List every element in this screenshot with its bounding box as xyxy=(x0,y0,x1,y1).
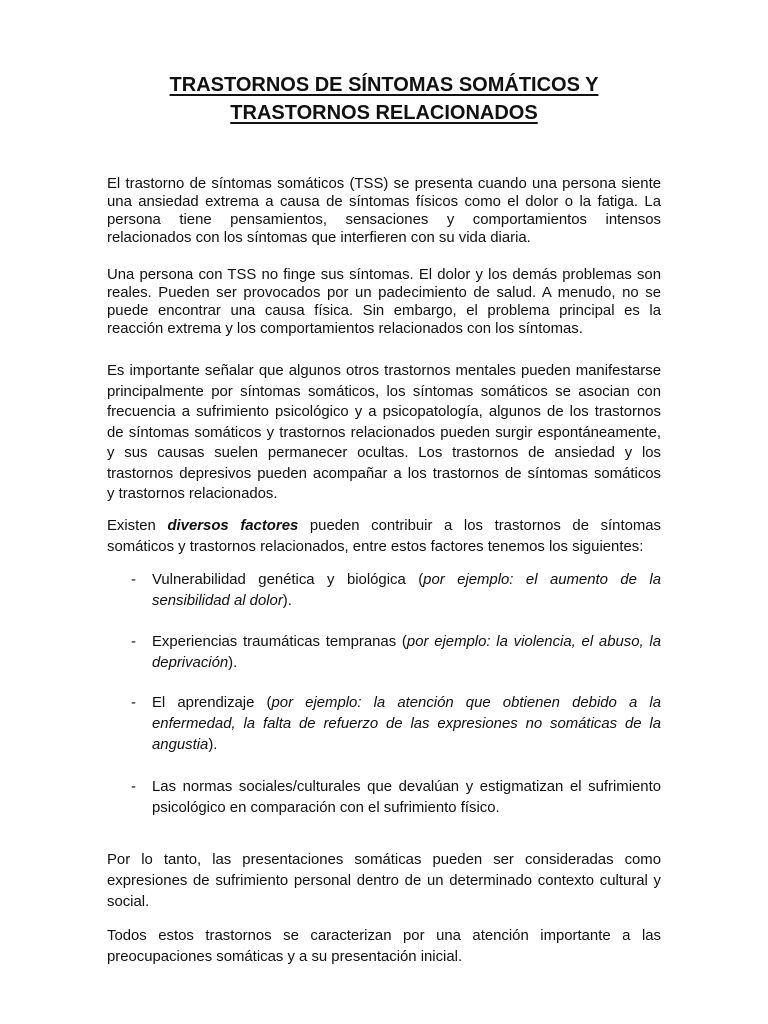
paragraph-line: puede encontrar una causa física. Sin embargo, el problema principal es la xyxy=(107,303,661,319)
paragraph-line: preocupaciones somáticas y a su presentación inicial. xyxy=(107,949,463,965)
paragraph-line xyxy=(107,516,661,537)
list-item-line xyxy=(152,693,661,714)
list-item-line xyxy=(152,714,661,735)
paragraph-line: El trastorno de síntomas somáticos (TSS) se presenta cuando una persona siente xyxy=(107,176,661,192)
italic-example: por ejemplo: el aumento de la xyxy=(423,572,661,588)
paragraph-line: una ansiedad extrema a causa de síntomas físicos como el dolor o la fatiga. La xyxy=(107,194,661,210)
italic-example: por ejemplo: la violencia, el abuso, la xyxy=(406,634,662,650)
list-item-line: Las normas sociales/culturales que devalúan y estigmatizan el sufrimiento xyxy=(152,779,661,795)
paragraph-line: y sus causas suelen permanecer ocultas. Los trastornos de ansiedad y los xyxy=(107,445,661,461)
text-run: Vulnerabilidad genética y biológica ( xyxy=(152,572,424,588)
paragraph-conclusion xyxy=(107,850,661,913)
italic-example: angustia xyxy=(152,737,209,753)
text-run: pueden contribuir a los trastornos de síntomas xyxy=(298,518,661,534)
list-bullet: - xyxy=(131,634,136,650)
list-item-line xyxy=(152,632,661,653)
list-item xyxy=(152,570,661,612)
text-run: ). xyxy=(282,593,292,609)
list-item-line xyxy=(152,570,661,591)
paragraph-line: de síntomas somáticos y trastornos relacionados pueden surgir espontáneamente, xyxy=(107,424,661,441)
paragraph-line: persona tiene pensamientos, sensaciones y comportamientos intensos xyxy=(107,212,661,228)
list-bullet: - xyxy=(131,779,136,795)
document-title xyxy=(0,71,768,127)
list-bullet: - xyxy=(131,695,136,711)
list-item xyxy=(152,693,661,756)
list-item-line xyxy=(152,653,661,674)
text-run: ). xyxy=(208,737,218,753)
paragraph-line: trastornos depresivos pueden acompañar a los trastornos de síntomas somáticos xyxy=(107,465,661,482)
paragraph-line: Es importante señalar que algunos otros trastornos mentales pueden manifestarse xyxy=(107,363,661,379)
italic-example: deprivación xyxy=(152,655,229,671)
document-title-line-1: TRASTORNOS DE SÍNTOMAS SOMÁTICOS Y xyxy=(169,74,599,96)
document-title-line-2: TRASTORNOS RELACIONADOS xyxy=(230,102,538,124)
list-item-line xyxy=(152,591,661,612)
italic-example: sensibilidad al dolor xyxy=(152,593,283,609)
paragraph-line: reales. Pueden ser provocados por un padecimiento de salud. A menudo, no se xyxy=(107,285,661,301)
bold-italic-emphasis: diversos factores xyxy=(167,518,299,534)
text-run: Experiencias traumáticas tempranas ( xyxy=(152,634,407,650)
paragraph-line: reacción extrema y los comportamientos relacionados con los síntomas. xyxy=(107,321,583,337)
paragraph-line: somáticos y trastornos relacionados, entre estos factores tenemos los siguientes: xyxy=(107,539,644,555)
text-run: El aprendizaje ( xyxy=(152,695,272,711)
paragraph-line: Todos estos trastornos se caracterizan por una atención importante a las xyxy=(107,928,661,944)
paragraph-line: Por lo tanto, las presentaciones somáticas pueden ser consideradas como xyxy=(107,852,661,868)
paragraph-related-disorders xyxy=(107,361,661,505)
paragraph-line: relacionados con los síntomas que interfieren con su vida diaria. xyxy=(107,230,531,246)
text-run: Existen xyxy=(107,518,168,534)
list-bullet: - xyxy=(131,572,136,588)
italic-example: enfermedad, la falta de refuerzo de las expresiones no somáticas de la xyxy=(152,716,661,732)
paragraph-line: social. xyxy=(107,894,150,910)
list-item-line: psicológico en comparación con el sufrimiento físico. xyxy=(152,800,500,816)
paragraph-closing xyxy=(107,926,661,968)
paragraph-factors-intro xyxy=(107,516,661,558)
paragraph-line: frecuencia a sufrimiento psicológico y a psicopatología, algunos de los trastornos xyxy=(107,404,661,420)
paragraph-tss xyxy=(107,266,661,338)
paragraph-definition xyxy=(107,175,661,247)
italic-example: por ejemplo: la atención que obtienen debido a la xyxy=(271,695,661,711)
paragraph-line: Una persona con TSS no finge sus síntomas. El dolor y los demás problemas son xyxy=(107,267,661,283)
paragraph-line: expresiones de sufrimiento personal dentro de un determinado contexto cultural y xyxy=(107,873,661,889)
text-run: ). xyxy=(228,655,238,671)
paragraph-line: y trastornos relacionados. xyxy=(107,486,278,502)
paragraph-line: principalmente por síntomas somáticos, los síntomas somáticos se asocian con xyxy=(107,383,661,400)
list-item-line xyxy=(152,735,661,756)
list-item xyxy=(152,632,661,674)
list-item xyxy=(152,777,661,819)
